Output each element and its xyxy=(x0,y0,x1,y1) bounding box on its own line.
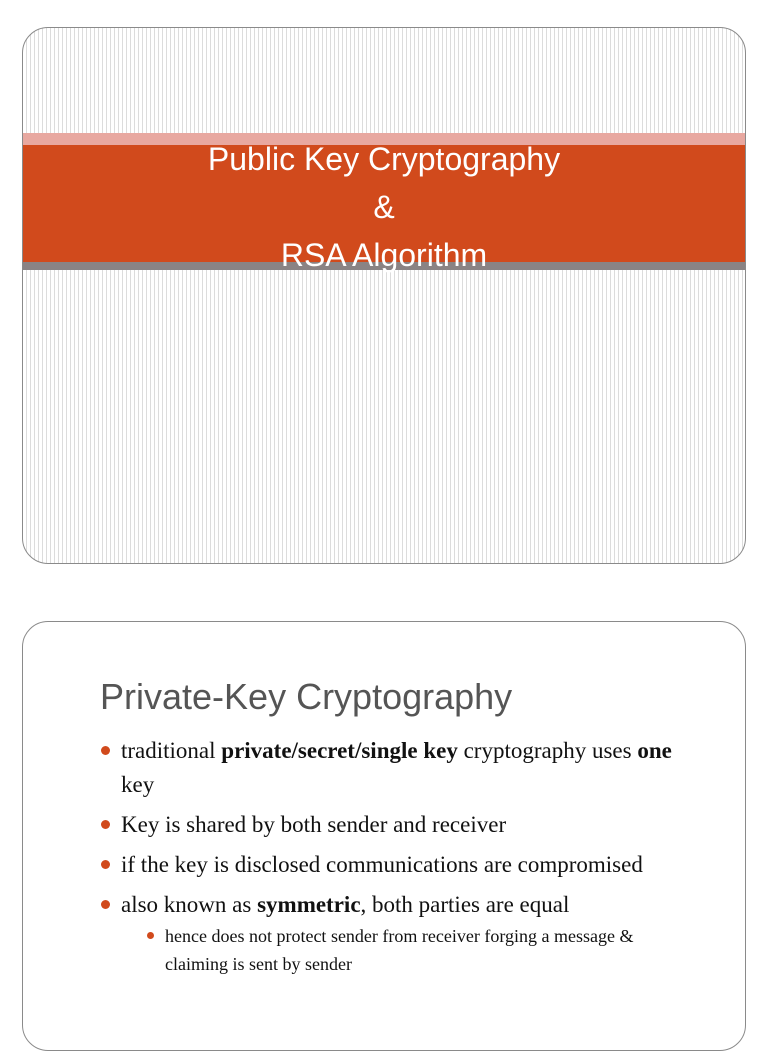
title-line-1: Public Key Cryptography xyxy=(207,141,561,177)
bullet-icon xyxy=(101,820,110,829)
bullet-text-post: , both parties are equal xyxy=(360,892,570,917)
bullet-text-bold: symmetric xyxy=(257,892,361,917)
sub-bullet-list xyxy=(121,922,699,978)
slide-heading: Private-Key Cryptography xyxy=(100,676,513,717)
bullet-text-mid: cryptography uses xyxy=(457,738,638,763)
bullet-text: Key is shared by both sender and receiver xyxy=(121,812,507,837)
sub-bullet-icon xyxy=(147,932,154,939)
bullet-text: if the key is disclosed communications are compromised xyxy=(121,852,643,877)
bullet-icon xyxy=(101,900,110,909)
bullet-item xyxy=(99,808,699,842)
slide-title xyxy=(23,135,745,279)
bullet-list xyxy=(99,734,699,984)
sub-bullet-item xyxy=(141,922,699,978)
bullet-text-pre: traditional xyxy=(121,738,222,763)
title-slide xyxy=(22,27,746,564)
bullet-text-bold: one xyxy=(637,738,672,763)
bullet-icon xyxy=(101,746,110,755)
content-slide xyxy=(22,621,746,1051)
bullet-item xyxy=(99,848,699,882)
title-line-2: & xyxy=(373,189,395,225)
bullet-item xyxy=(99,888,699,978)
bullet-text-pre: also known as xyxy=(121,892,258,917)
sub-bullet-text: hence does not protect sender from receiver forging a message & claiming is sent by sender xyxy=(165,926,634,974)
bullet-icon xyxy=(101,860,110,869)
title-line-3: RSA Algorithm xyxy=(280,237,488,273)
bullet-item xyxy=(99,734,699,802)
bullet-text-bold: private/secret/single key xyxy=(221,738,458,763)
bullet-text-post: key xyxy=(121,772,155,797)
